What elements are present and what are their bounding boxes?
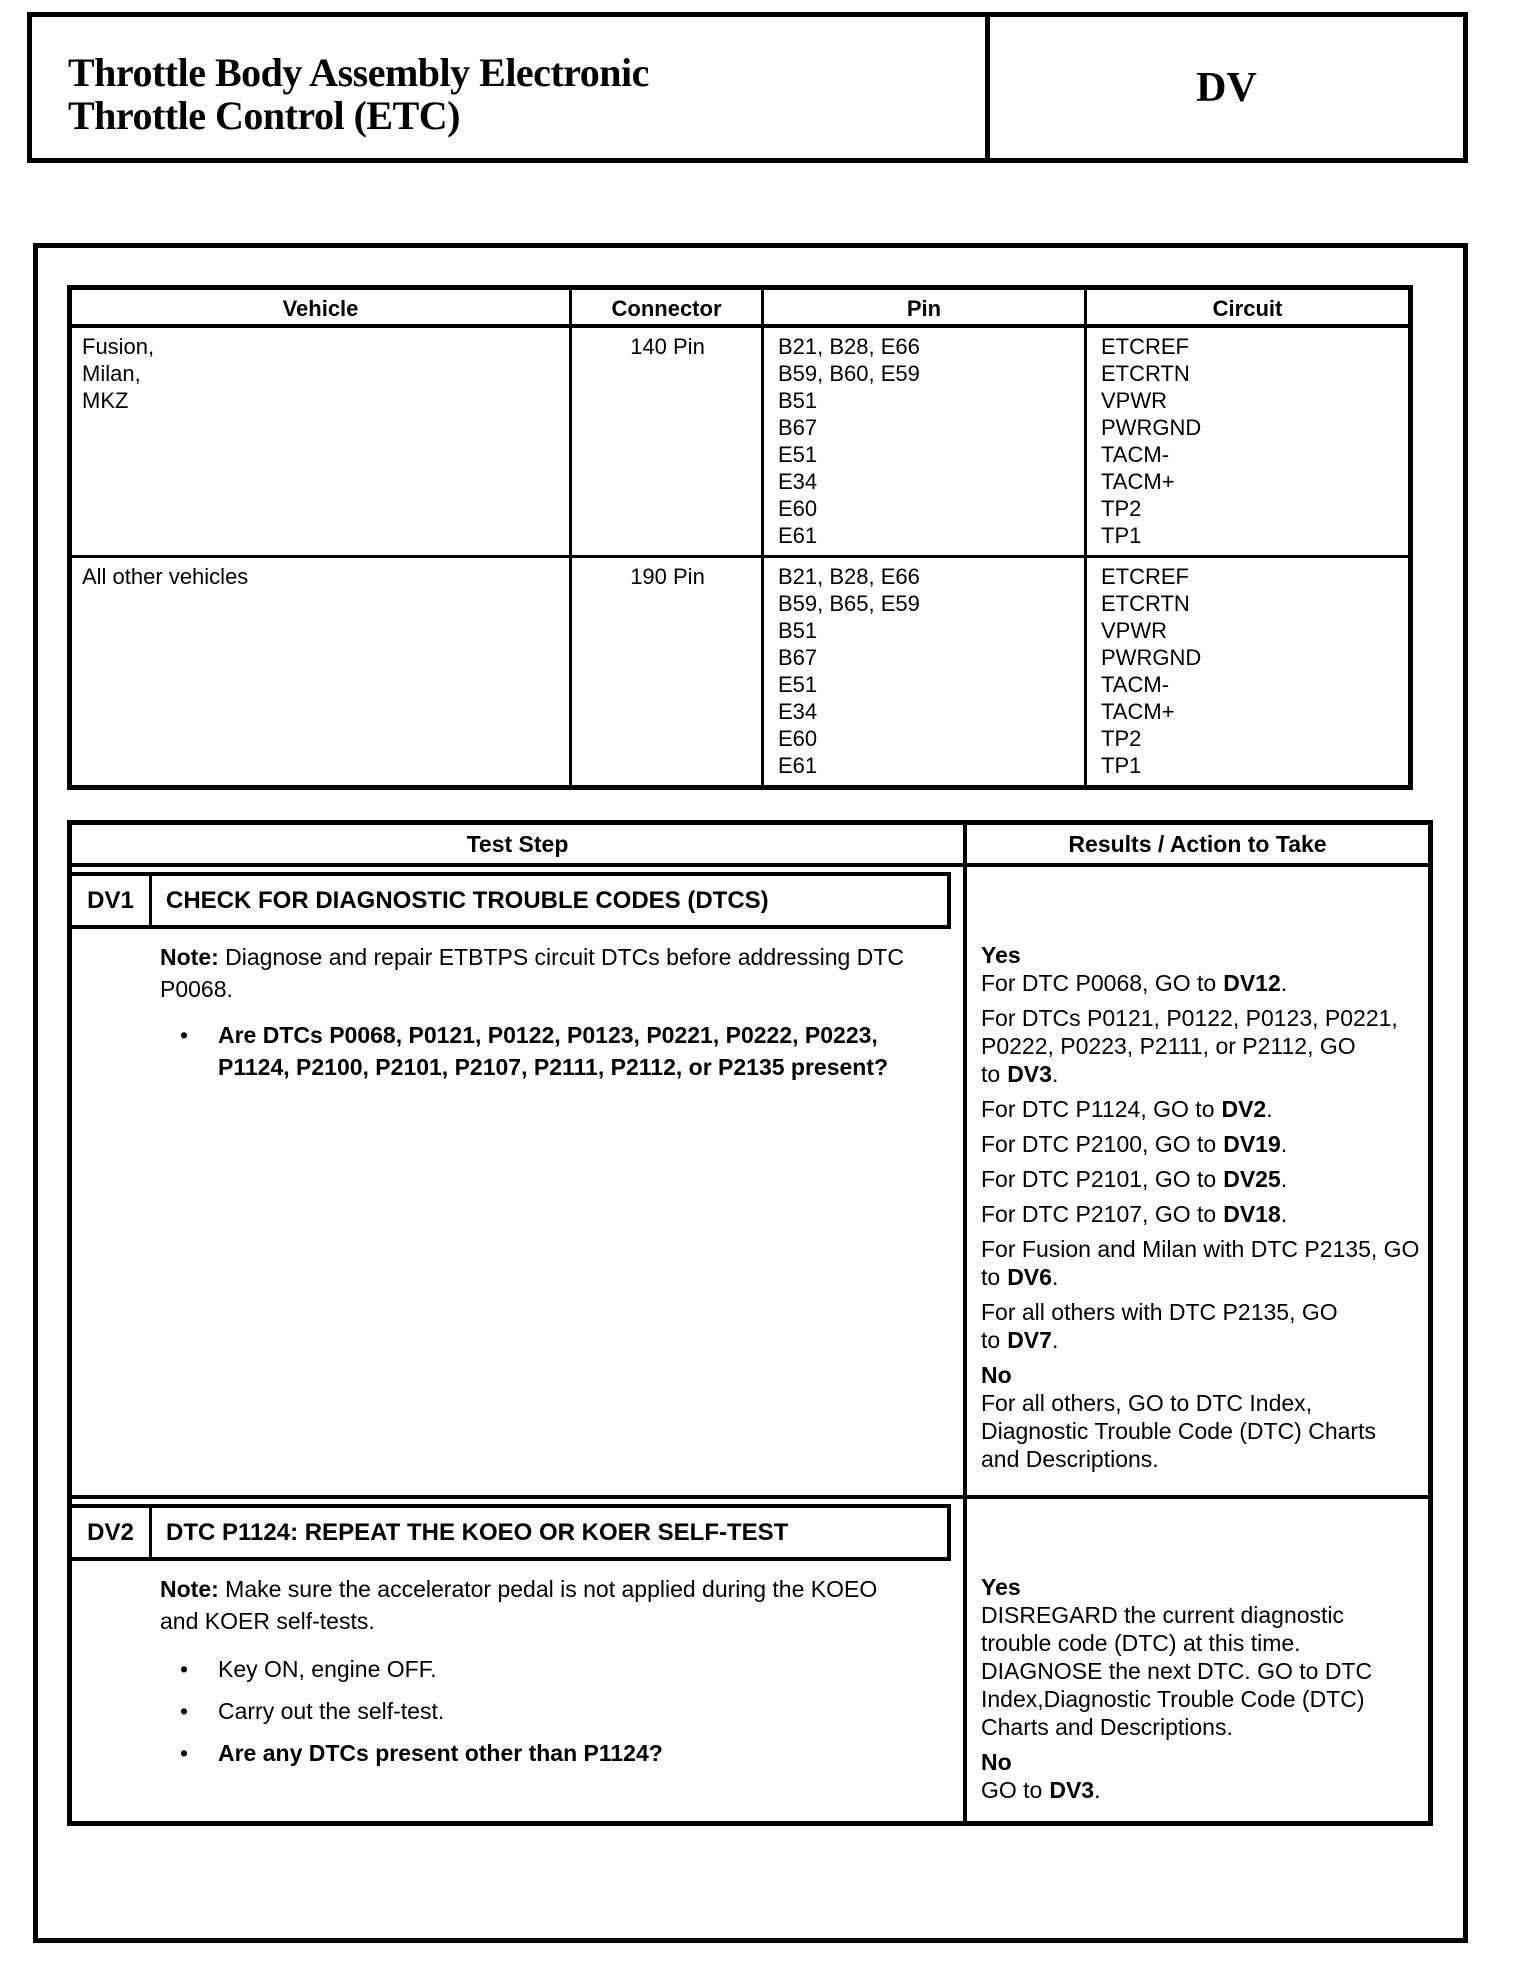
list-line: B67 bbox=[778, 415, 818, 440]
col-header-test-step: Test Step bbox=[466, 831, 569, 857]
row1-circuit-cell bbox=[1084, 328, 1408, 555]
dv1-step-id: DV1 bbox=[72, 876, 152, 925]
result-text: DISREGARD the current diagnostic trouble code (DTC) at this time. DIAGNOSE the next DTC. GO to DTC Index,Diagnostic Trouble Code (DTC) Charts and Descriptions. bbox=[981, 1602, 1373, 1740]
list-line: TP2 bbox=[1101, 496, 1142, 521]
dv2-bullet-1 bbox=[180, 1653, 933, 1685]
result-text: . bbox=[1280, 1166, 1288, 1192]
list-line: VPWR bbox=[1101, 388, 1167, 413]
result-text: For Fusion and Milan with DTC P2135, GO to bbox=[981, 1236, 1420, 1290]
result-text: For DTCs P0121, P0122, P0123, P0221, P0222, P0223, P2111, or P2112, GO to bbox=[981, 1005, 1398, 1087]
list-line: TACM+ bbox=[1101, 699, 1175, 724]
result-text: . bbox=[1094, 1777, 1101, 1803]
step-dv1-row bbox=[72, 867, 1428, 1495]
list-line: ETCREF bbox=[1101, 334, 1189, 359]
list-line: Milan, bbox=[82, 361, 141, 386]
dv2-step-title: DTC P1124: REPEAT THE KOEO OR KOER SELF-TEST bbox=[166, 1518, 789, 1546]
list-line: E34 bbox=[778, 699, 818, 724]
result-text: . bbox=[1266, 1096, 1273, 1122]
list-line: B21, B28, E66 bbox=[778, 334, 920, 359]
result-text: . bbox=[1280, 970, 1288, 996]
list-line: PWRGND bbox=[1101, 415, 1202, 440]
dv1-bullet-1-text: Are DTCs P0068, P0121, P0122, P0123, P0221, P0222, P0223, P1124, P2100, P2101, P2107, P2111, P2112, or P2135 present? bbox=[218, 1022, 889, 1080]
page-title-line2: Throttle Control (ETC) bbox=[68, 93, 460, 139]
dv2-bullet-3 bbox=[180, 1737, 933, 1769]
list-line: TACM- bbox=[1101, 672, 1170, 697]
list-line: E34 bbox=[778, 469, 818, 494]
list-line: ETCRTN bbox=[1101, 591, 1190, 616]
result-text: For DTC P2107, GO to bbox=[981, 1201, 1217, 1227]
goto-ref: DV2 bbox=[1221, 1096, 1267, 1122]
dv1-note bbox=[160, 941, 920, 1005]
list-line: E61 bbox=[778, 753, 818, 778]
dv2-result-item bbox=[981, 1776, 1420, 1804]
result-text: For DTC P1124, GO to bbox=[981, 1096, 1215, 1122]
list-line: B59, B65, E59 bbox=[778, 591, 920, 616]
goto-ref: DV18 bbox=[1223, 1201, 1281, 1227]
result-text: GO to bbox=[981, 1777, 1043, 1803]
dv2-heading bbox=[72, 1504, 951, 1561]
result-text: For all others, GO to DTC Index, Diagnostic Trouble Code (DTC) Charts and Descriptions. bbox=[981, 1390, 1376, 1472]
dv1-result-item bbox=[981, 1389, 1420, 1473]
list-line: VPWR bbox=[1101, 618, 1167, 643]
row2-vehicle-cell bbox=[72, 555, 569, 785]
test-code: DV bbox=[1196, 64, 1257, 111]
col-header-vehicle: Vehicle bbox=[72, 290, 569, 328]
row2-connector-cell bbox=[569, 555, 761, 785]
list-line: All other vehicles bbox=[82, 564, 249, 589]
goto-ref: DV25 bbox=[1223, 1166, 1281, 1192]
result-text: For DTC P2100, GO to bbox=[981, 1131, 1217, 1157]
dv1-test-step-cell bbox=[72, 867, 963, 1495]
page-title bbox=[68, 51, 985, 137]
dv1-result-item bbox=[981, 1165, 1420, 1193]
dv1-result-item bbox=[981, 1095, 1420, 1123]
dv1-step-title: CHECK FOR DIAGNOSTIC TROUBLE CODES (DTCS) bbox=[166, 886, 769, 914]
dv1-note-label: Note: bbox=[160, 944, 219, 970]
bullet-dot-icon: • bbox=[180, 1740, 189, 1766]
test-step-table bbox=[67, 820, 1433, 1826]
result-text: For DTC P0068, GO to bbox=[981, 970, 1217, 996]
row2-circuit-cell bbox=[1084, 555, 1408, 785]
list-line: Fusion, bbox=[82, 334, 155, 359]
dv2-test-step-cell bbox=[72, 1499, 963, 1821]
row2-pin-cell bbox=[761, 555, 1084, 785]
list-line: B67 bbox=[778, 645, 818, 670]
list-line: E60 bbox=[778, 726, 818, 751]
list-line: TACM- bbox=[1101, 442, 1170, 467]
goto-ref: DV3 bbox=[1049, 1777, 1095, 1803]
dv1-result-item bbox=[981, 1004, 1420, 1088]
bullet-dot-icon: • bbox=[180, 1698, 189, 1724]
dv1-yes-label: Yes bbox=[981, 942, 1021, 968]
result-text: For all others with DTC P2135, GO to bbox=[981, 1299, 1338, 1353]
list-line: B59, B60, E59 bbox=[778, 361, 920, 386]
list-line: TP1 bbox=[1101, 753, 1142, 778]
list-line: E51 bbox=[778, 672, 818, 697]
dv1-result-item bbox=[981, 1130, 1420, 1158]
list-line: ETCREF bbox=[1101, 564, 1189, 589]
dv1-heading bbox=[72, 872, 951, 929]
goto-ref: DV7 bbox=[1007, 1327, 1052, 1353]
dv2-note bbox=[160, 1573, 920, 1637]
col-header-circuit: Circuit bbox=[1084, 290, 1408, 328]
dv1-bullet-1 bbox=[180, 1019, 933, 1083]
result-text: . bbox=[1051, 1264, 1059, 1290]
dv1-results-cell bbox=[963, 867, 1428, 1495]
list-line: TP2 bbox=[1101, 726, 1142, 751]
dv2-bullet-3-text: Are any DTCs present other than P1124? bbox=[218, 1740, 663, 1766]
title-cell bbox=[32, 17, 985, 158]
row1-connector-cell bbox=[569, 328, 761, 555]
row1-connector: 140 Pin bbox=[630, 334, 705, 359]
dv2-no-label: No bbox=[981, 1749, 1012, 1775]
dv2-step-id: DV2 bbox=[72, 1508, 152, 1557]
list-line: B21, B28, E66 bbox=[778, 564, 920, 589]
title-box bbox=[27, 12, 1468, 163]
result-text: . bbox=[1280, 1201, 1288, 1227]
list-line: MKZ bbox=[82, 388, 129, 413]
dv2-bullet-1-text: Key ON, engine OFF. bbox=[218, 1656, 437, 1682]
row1-vehicle-cell bbox=[72, 328, 569, 555]
list-line: TP1 bbox=[1101, 523, 1142, 548]
list-line: TACM+ bbox=[1101, 469, 1175, 494]
list-line: E51 bbox=[778, 442, 818, 467]
dv2-note-text: Make sure the accelerator pedal is not applied during the KOEO and KOER self-tests. bbox=[160, 1576, 878, 1634]
col-header-pin: Pin bbox=[761, 290, 1084, 328]
result-text: For DTC P2101, GO to bbox=[981, 1166, 1217, 1192]
dv2-bullet-2 bbox=[180, 1695, 933, 1727]
bullet-dot-icon: • bbox=[180, 1022, 189, 1048]
result-text: . bbox=[1051, 1327, 1059, 1353]
list-line: B51 bbox=[778, 388, 818, 413]
row1-pin-cell bbox=[761, 328, 1084, 555]
dv1-result-item bbox=[981, 969, 1420, 997]
col-header-results: Results / Action to Take bbox=[963, 825, 1428, 863]
list-line: ETCRTN bbox=[1101, 361, 1190, 386]
list-line: PWRGND bbox=[1101, 645, 1202, 670]
dv2-yes-label: Yes bbox=[981, 1574, 1021, 1600]
dv1-no-label: No bbox=[981, 1362, 1012, 1388]
test-code-cell bbox=[985, 17, 1463, 158]
result-text: . bbox=[1051, 1061, 1059, 1087]
dv2-note-label: Note: bbox=[160, 1576, 219, 1602]
goto-ref: DV12 bbox=[1223, 970, 1281, 996]
test-table-header bbox=[72, 825, 1428, 867]
dv1-result-item bbox=[981, 1298, 1420, 1354]
result-text: . bbox=[1280, 1131, 1288, 1157]
pinout-table bbox=[67, 285, 1413, 790]
dv2-result-item bbox=[981, 1601, 1420, 1741]
list-line: E60 bbox=[778, 496, 818, 521]
row2-connector: 190 Pin bbox=[630, 564, 705, 589]
list-line: B51 bbox=[778, 618, 818, 643]
goto-ref: DV19 bbox=[1223, 1131, 1281, 1157]
step-dv2-row bbox=[72, 1495, 1428, 1821]
bullet-dot-icon: • bbox=[180, 1656, 189, 1682]
col-header-connector: Connector bbox=[569, 290, 761, 328]
dv1-result-item bbox=[981, 1200, 1420, 1228]
dv1-note-text: Diagnose and repair ETBTPS circuit DTCs before addressing DTC P0068. bbox=[160, 944, 904, 1002]
dv2-bullet-2-text: Carry out the self-test. bbox=[218, 1698, 445, 1724]
goto-ref: DV6 bbox=[1007, 1264, 1052, 1290]
page-title-line1: Throttle Body Assembly Electronic bbox=[68, 50, 649, 95]
dv2-results-cell bbox=[963, 1499, 1428, 1821]
goto-ref: DV3 bbox=[1007, 1061, 1052, 1087]
dv1-result-item bbox=[981, 1235, 1420, 1291]
list-line: E61 bbox=[778, 523, 818, 548]
